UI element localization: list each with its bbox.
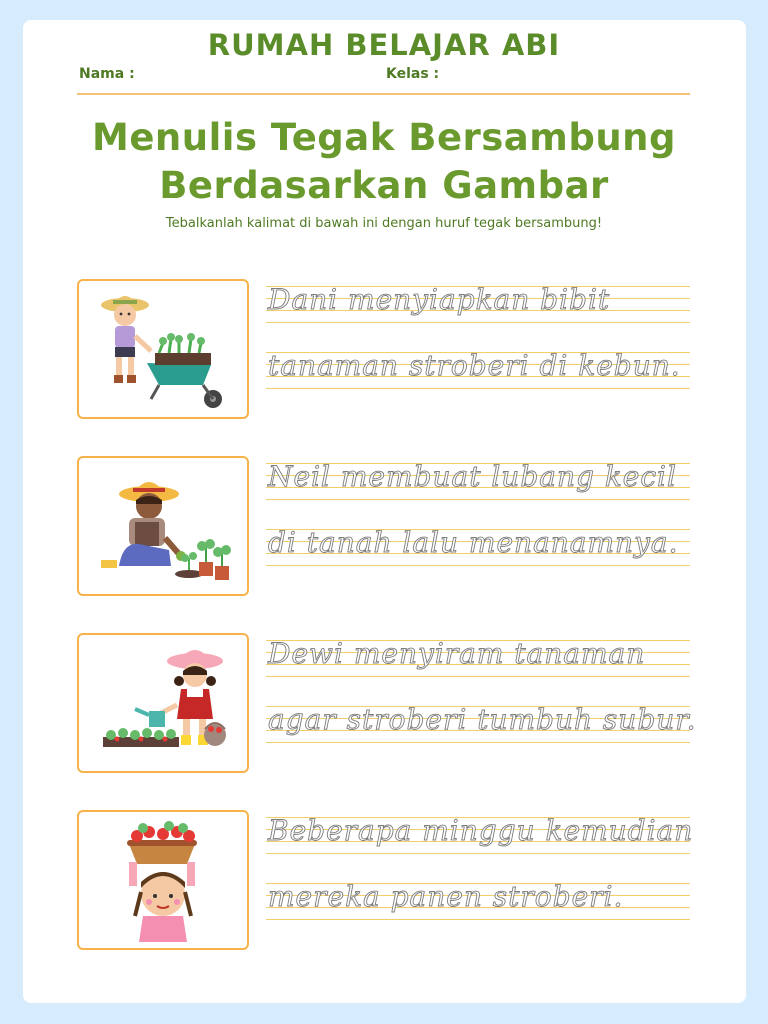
exercise-2-picture bbox=[77, 456, 249, 596]
exercise-3-line-2 bbox=[266, 703, 697, 742]
page-title-line-2: Berdasarkan Gambar bbox=[159, 164, 609, 207]
exercise-4-sentence-2: mereka panen stroberi. bbox=[268, 880, 624, 913]
exercise-1-sentence-2: tanaman stroberi di kebun. bbox=[268, 349, 681, 382]
exercise-2-line-1 bbox=[266, 460, 690, 499]
exercise-1-line-1 bbox=[266, 283, 690, 322]
boy-planting-icon bbox=[79, 458, 247, 594]
girl-watering-icon bbox=[79, 635, 247, 771]
exercise-4-sentence-1: Beberapa minggu kemudian bbox=[268, 814, 694, 847]
instruction-text: Tebalkanlah kalimat di bawah ini dengan huruf tegak bersambung! bbox=[165, 216, 603, 231]
exercise-3-sentence-1: Dewi menyiram tanaman bbox=[268, 637, 646, 670]
exercise-4-line-1 bbox=[266, 814, 694, 853]
boy-wheelbarrow-icon bbox=[79, 281, 247, 417]
exercise-1-line-2 bbox=[266, 349, 690, 388]
nama-label: Nama : bbox=[79, 66, 135, 82]
exercise-3-line-1 bbox=[266, 637, 690, 676]
exercise-2-sentence-2: di tanah lalu menanamnya. bbox=[268, 526, 679, 559]
header-divider bbox=[77, 93, 690, 95]
exercise-2-sentence-1: Neil membuat lubang kecil bbox=[268, 460, 677, 493]
exercise-1-sentence-1: Dani menyiapkan bibit bbox=[268, 283, 611, 316]
brand-title: RUMAH BELAJAR ABI bbox=[207, 28, 561, 62]
girl-basket-icon bbox=[79, 812, 247, 948]
exercise-2-line-2 bbox=[266, 526, 690, 565]
exercise-3-picture bbox=[77, 633, 249, 773]
exercise-3-sentence-2: agar stroberi tumbuh subur. bbox=[268, 703, 697, 736]
exercise-4-picture bbox=[77, 810, 249, 950]
exercise-1-picture bbox=[77, 279, 249, 419]
kelas-label: Kelas : bbox=[386, 66, 440, 82]
exercise-4-line-2 bbox=[266, 880, 690, 919]
page-title-line-1: Menulis Tegak Bersambung bbox=[92, 116, 676, 159]
